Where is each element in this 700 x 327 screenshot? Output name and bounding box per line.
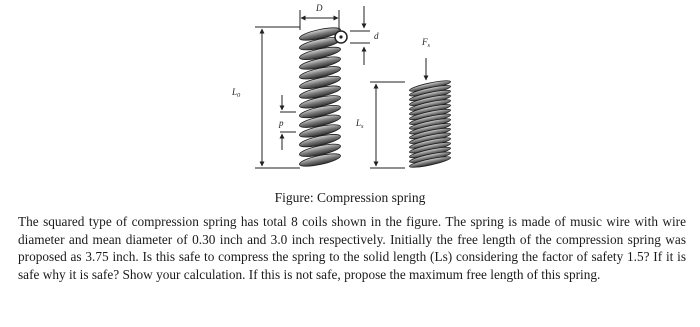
wire-diameter-dimension: [350, 6, 370, 65]
label-p: p: [279, 118, 284, 128]
mean-diameter-dimension: [300, 10, 339, 30]
free-length-dimension: [255, 27, 300, 168]
label-L0: $L_0$: [232, 87, 241, 99]
figure-caption: Figure: Compression spring: [274, 190, 426, 205]
solid-length-dimension: [370, 82, 405, 168]
label-d: d: [374, 31, 379, 41]
label-D: D: [316, 3, 323, 13]
problem-statement: The squared type of compression spring has total 8 coils shown in the figure. The spring is made of music wire with wire diameter and mean diameter of 0.30 inch and 3.0 inch respectively. Initially the free length of the compression spring was proposed as 3.75 inch. Is this safe to compress the spring to the solid length (Ls) considering the factor of safety 1.5? If it is safe why it is safe? Show your calculation. If this is not safe, propose the maximum free length of this spring.: [18, 214, 686, 282]
label-Fs: $F_s$: [422, 37, 431, 49]
label-Ls: $L_s$: [356, 118, 364, 130]
solid-spring: [409, 79, 451, 170]
free-spring: [299, 25, 342, 169]
